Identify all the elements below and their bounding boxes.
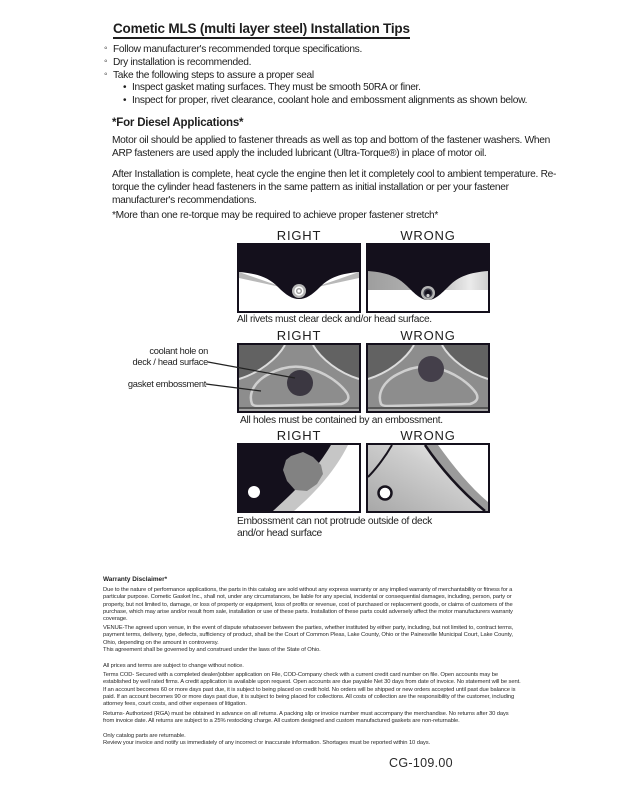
fig3-right-label: RIGHT	[276, 428, 322, 443]
fig3-caption-line2: and/or head surface	[237, 528, 322, 539]
review-invoice-line: Review your invoice and notify us immediately of any incorrect or inaccurate information. Shortages must be reported within 10 days.	[103, 740, 431, 746]
installation-tips-list	[104, 44, 584, 108]
gasket-embossment-callout: gasket embossment	[127, 379, 206, 389]
coolant-hole-callout-line1: coolant hole on	[149, 346, 208, 356]
fig3-caption-line1: Embossment can not protrude outside of deck	[237, 516, 432, 527]
diesel-paragraph-2: After Installation is complete, heat cycle the engine then let it completely cool to ambient temperature. Re-torque the cylinder head fasteners in the same pattern as initial installation or per your fastener manufacturer's recommendations.	[112, 169, 557, 206]
tip-item: ◦ Take the following steps to assure a proper seal	[104, 70, 584, 83]
retorque-note: *More than one re-torque may be required to achieve proper fastener stretch*	[112, 210, 439, 221]
returns-paragraph: Returns- Authorized (RGA) must be obtained in advance on all returns. A packing slip or invoice number must accompany the merchandise. No returns after 30 days from invoice date. All returns are subject to a 25% restocking charge. All custom designed and custom manufactured gaskets are non-returnable.	[103, 711, 509, 725]
rivet-clear-wrong-illustration	[366, 243, 490, 313]
fig2-right-graphic	[237, 343, 361, 413]
fig3-caption	[237, 516, 432, 540]
venue-paragraph: VENUE-The agreed upon venue, in the event of dispute whatsoever between the parties, whether instituted by either party, including, but not limited to, contract terms, payment terms, delivery, type, defects, sufficiency of product, shall be the Court of Common Pleas, Lake County, Ohio or the Painesville Municipal Court, Lake County, Ohio, depending on the amount in controversy.	[103, 625, 514, 646]
diesel-paragraph-1: Motor oil should be applied to fastener threads as well as top and bottom of the fastener washers. When ARP fasteners are used apply the included lubricant (Ultra-Torque®) in place of motor oil.	[112, 135, 550, 159]
fig2-wrong-label: WRONG	[400, 328, 456, 343]
fig1-caption: All rivets must clear deck and/or head surface.	[237, 314, 432, 325]
fig3-right-graphic	[237, 443, 361, 513]
coolant-hole-callout-line2: deck / head surface	[132, 356, 208, 367]
rivet-clear-right-illustration	[237, 243, 361, 313]
catalog-parts-line: Only catalog parts are returnable.	[103, 733, 186, 739]
terms-cod-paragraph: Terms COD- Secured with a completed dealer/jobber application on File, COD-Company check with a current credit card number on file. Open accounts may be established by well rated firms. A credit application is available upon request. Open accounts are due payable Net 30 days from date of invoice. No statement will be sent. If an account becomes 60 or more days past due, it is subject to being placed on credit hold. No orders will be shipped or new orders accepted until past due balance is paid. If an account becomes 90 or more days past due, it is subject to being placed for collections. All costs of collection are the responsibility of the customer, including attorney fees, court costs, and other expenses of litigation.	[103, 672, 521, 708]
tip-item: ◦ Follow manufacturer's recommended torque specifications.	[104, 44, 584, 57]
fig1-wrong-graphic	[366, 243, 490, 313]
fig2-caption: All holes must be contained by an embossment.	[240, 415, 443, 426]
embossment-contain-wrong-illustration	[366, 343, 490, 413]
warranty-disclaimer-heading: Warranty Disclaimer*	[103, 576, 168, 583]
prices-terms-line: All prices and terms are subject to change without notice.	[103, 663, 244, 669]
warranty-paragraph: Due to the nature of performance applications, the parts in this catalog are sold without any express warranty or any implied warranty of merchantability or fitness for a particular purpose. Cometic Gasket Inc., shall not, under any circumstances, be liable for any special, incidental or consequential damages, including, person, party or property, but not limited to, damage, or loss of property or equipment, loss of profits or revenue, cost of purchased or replacement goods, or claims of customers of the purchase, which may arise and/or result from sale, installation or use of these parts. Installation of these parts could adversely affect the motor manufacturers warranty coverage.	[103, 587, 513, 623]
fig2-wrong-graphic	[366, 343, 490, 413]
fig2-right-label: RIGHT	[276, 328, 322, 343]
fig3-wrong-label: WRONG	[400, 428, 456, 443]
tip-sub-list	[123, 82, 584, 108]
fig1-right-label: RIGHT	[276, 228, 322, 243]
embossment-protrude-right-illustration	[237, 443, 361, 513]
page-code: CG-109.00	[389, 756, 453, 770]
embossment-contain-right-illustration	[237, 343, 361, 413]
embossment-protrude-wrong-illustration	[366, 443, 490, 513]
tip-item: ◦ Dry installation is recommended.	[104, 57, 584, 70]
diesel-applications-heading: *For Diesel Applications*	[112, 117, 244, 129]
fig1-wrong-label: WRONG	[400, 228, 456, 243]
fig1-right-graphic	[237, 243, 361, 313]
fig3-wrong-graphic	[366, 443, 490, 513]
coolant-hole-callout	[110, 346, 208, 368]
page-title: Cometic MLS (multi layer steel) Installation Tips	[113, 21, 410, 39]
tip-sub-item: • Inspect for proper, rivet clearance, coolant hole and embossment alignments as shown below.	[123, 95, 584, 108]
tip-sub-item: • Inspect gasket mating surfaces. They must be smooth 50RA or finer.	[123, 82, 584, 95]
governing-law-line: This agreement shall be governed by and construed under the laws of the State of Ohio.	[103, 647, 321, 653]
